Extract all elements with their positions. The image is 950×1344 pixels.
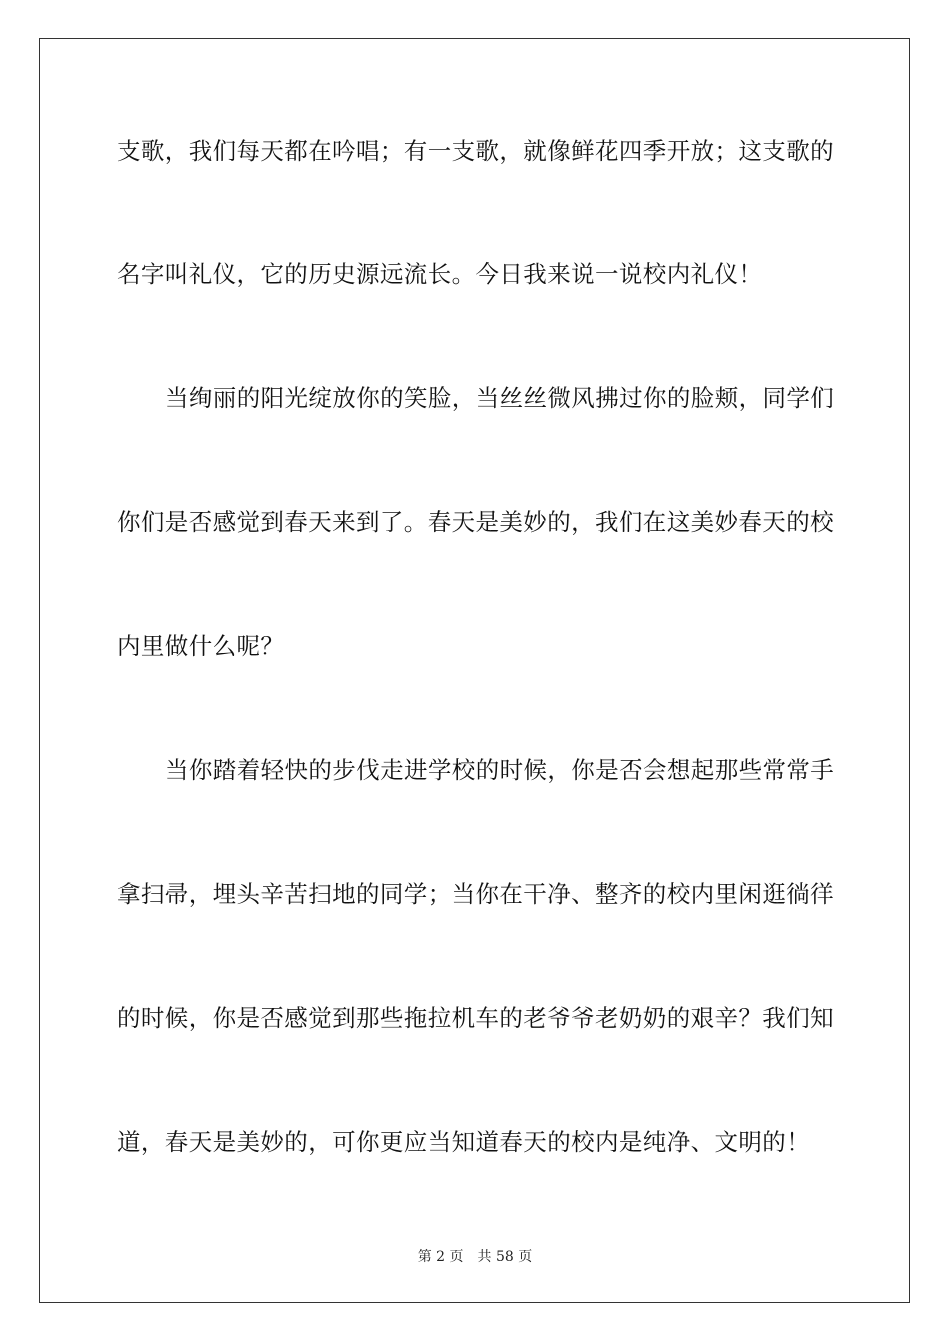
paragraph-line-3: 当绚丽的阳光绽放你的笑脸，当丝丝微风拂过你的脸颊，同学们	[165, 384, 835, 412]
paragraph-line-4: 你们是否感觉到春天来到了。春天是美妙的，我们在这美妙春天的校	[117, 508, 834, 536]
page-number: 第 2 页 共 58 页	[417, 1249, 533, 1265]
page-border	[39, 38, 910, 1303]
paragraph-line-8: 的时候，你是否感觉到那些拖拉机车的老爷爷老奶奶的艰辛？我们知	[117, 1004, 834, 1032]
paragraph-line-6: 当你踏着轻快的步伐走进学校的时候，你是否会想起那些常常手	[165, 756, 835, 784]
paragraph-line-7: 拿扫帚，埋头辛苦扫地的同学；当你在干净、整齐的校内里闲逛徜徉	[117, 880, 834, 908]
paragraph-line-2: 名字叫礼仪，它的历史源远流长。今日我来说一说校内礼仪！	[117, 260, 763, 288]
paragraph-line-5: 内里做什么呢？	[117, 632, 285, 660]
paragraph-line-1: 支歌，我们每天都在吟唱；有一支歌，就像鲜花四季开放；这支歌的	[117, 137, 834, 165]
paragraph-line-9: 道，春天是美妙的，可你更应当知道春天的校内是纯净、文明的！	[117, 1128, 811, 1156]
